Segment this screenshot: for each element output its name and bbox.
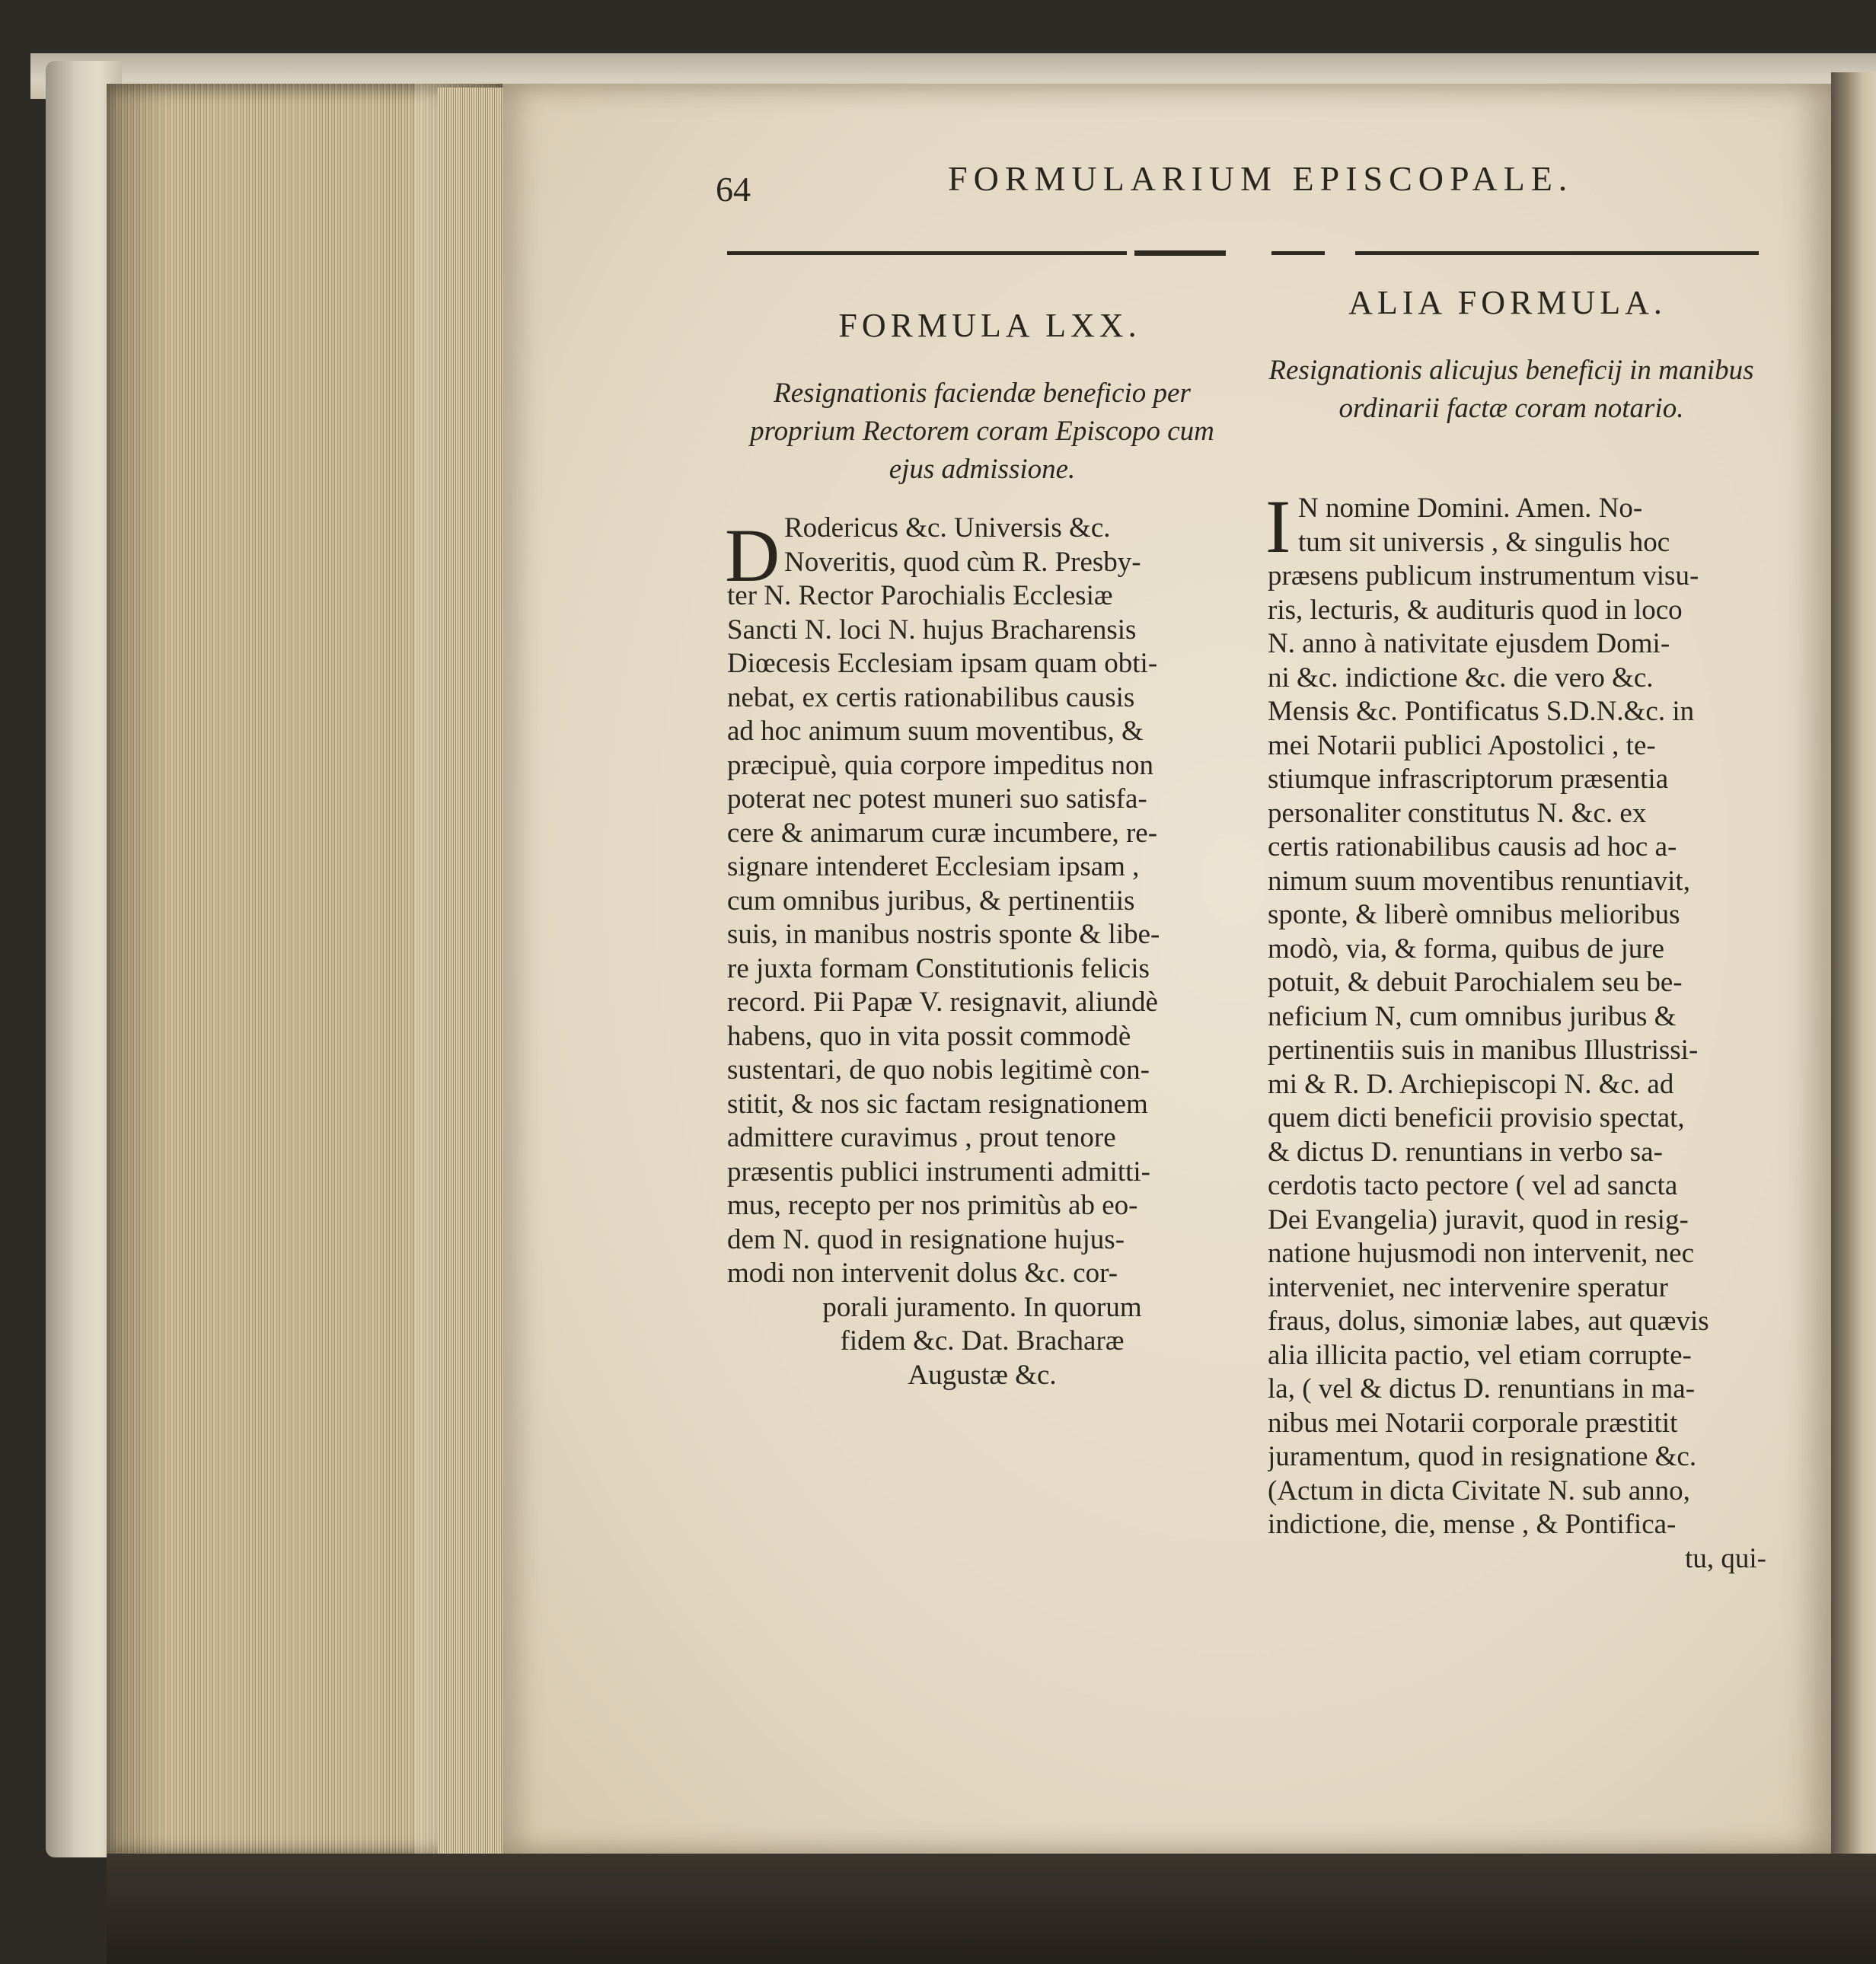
text-line: Augustæ &c.	[908, 1359, 1057, 1391]
text-line: admittere curavimus , prout tenore	[727, 1122, 1116, 1153]
text-line: natione hujusmodi non intervenit, nec	[1268, 1238, 1695, 1269]
rule-left-b	[1134, 250, 1226, 256]
left-drop-cap: D	[725, 513, 780, 598]
rule-right-a	[1271, 251, 1325, 255]
text-line: pertinentiis suis in manibus Illustrissi-	[1268, 1035, 1699, 1066]
text-line: la, ( vel & dictus D. renuntians in ma-	[1268, 1373, 1696, 1404]
text-line: mus, recepto per nos primitùs ab eo-	[727, 1190, 1138, 1221]
text-line: nibus mei Notarii corporale præstitit	[1268, 1407, 1678, 1439]
text-line: sponte, & liberè omnibus melioribus	[1268, 899, 1680, 930]
text-line: stitit, & nos sic factam resignationem	[727, 1088, 1148, 1120]
text-line: ni &c. indictione &c. die vero &c.	[1268, 662, 1654, 693]
text-line: signare intenderet Ecclesiam ipsam ,	[727, 851, 1140, 882]
text-line: ris, lecturis, & audituris quod in loco	[1268, 594, 1683, 626]
text-line: Dei Evangelia) juravit, quod in resig-	[1268, 1204, 1689, 1235]
text-line: stiumque infrascriptorum præsentia	[1268, 764, 1669, 795]
text-line: præsentis publici instrumenti admitti-	[727, 1156, 1150, 1188]
text-line: ad hoc animum suum moventibus, &	[727, 716, 1144, 747]
text-line: dem N. quod in resignatione hujus-	[727, 1223, 1125, 1255]
text-line: fidem &c. Dat. Bracharæ	[840, 1325, 1125, 1357]
text-line: re juxta formam Constitutionis felicis	[727, 952, 1150, 984]
text-line: potuit, & debuit Parochialem seu be-	[1268, 967, 1683, 998]
text-line: quem dicti beneficii provisio spectat,	[1268, 1102, 1685, 1133]
text-line: nebat, ex certis rationabilibus causis	[727, 681, 1135, 713]
text-line: præcipuè, quia corpore impeditus non	[727, 749, 1154, 781]
text-line: alia illicita pactio, vel etiam corrupte-	[1268, 1339, 1692, 1371]
right-column-subtitle: Resignationis alicujus beneficij in manibus ordinarii factæ coram notario.	[1268, 355, 1754, 424]
page-block-shadow	[107, 84, 168, 1857]
text-line: cum omnibus juribus, & pertinentiis	[727, 885, 1135, 917]
book-gutter	[1831, 72, 1876, 1861]
text-line: mi & R. D. Archiepiscopi N. &c. ad	[1268, 1068, 1674, 1100]
bottom-shadow	[107, 1854, 1876, 1964]
text-line: record. Pii Papæ V. resignavit, aliundè	[727, 987, 1158, 1018]
running-head-title: FORMULARIUM EPISCOPALE.	[948, 159, 1574, 198]
text-line: nimum suum moventibus renuntiavit,	[1268, 865, 1690, 897]
text-line: indictione, die, mense , & Pontifica-	[1268, 1509, 1677, 1540]
left-column-body	[727, 512, 1237, 1392]
text-line: fraus, dolus, simoniæ labes, aut quævis	[1268, 1306, 1709, 1337]
right-drop-cap: I	[1265, 484, 1291, 569]
text-line: & dictus D. renuntians in verbo sa-	[1268, 1136, 1663, 1168]
text-line: (Actum in dicta Civitate N. sub anno,	[1268, 1475, 1690, 1506]
text-line: habens, quo in vita possit commodè	[727, 1020, 1131, 1052]
text-line: juramentum, quod in resignatione &c.	[1268, 1441, 1697, 1472]
text-line: Sancti N. loci N. hujus Bracharensis	[727, 614, 1137, 646]
text-line: tum sit universis , & singulis hoc	[1298, 526, 1670, 558]
text-line: neficium N, cum omnibus juribus &	[1268, 1000, 1677, 1032]
rule-right-b	[1355, 251, 1759, 255]
text-line: Rodericus &c. Universis &c.	[784, 512, 1111, 544]
rule-left-a	[727, 251, 1127, 255]
text-line: suis, in manibus nostris sponte & libe-	[727, 919, 1160, 950]
text-line: cerdotis tacto pectore ( vel ad sancta	[1268, 1170, 1678, 1201]
text-line: N nomine Domini. Amen. No-	[1298, 493, 1643, 524]
text-line: porali juramento. In quorum	[822, 1291, 1142, 1323]
text-line: poterat nec potest muneri suo satisfa-	[727, 783, 1147, 815]
text-line: mei Notarii publici Apostolici , te-	[1268, 729, 1656, 761]
page-number: 64	[716, 170, 751, 209]
text-line: modi non intervenit dolus &c. cor-	[727, 1258, 1118, 1289]
page-stack-edge	[438, 88, 502, 1861]
text-line: N. anno à nativitate ejusdem Domi-	[1268, 628, 1670, 659]
text-line: Diœcesis Ecclesiam ipsam quam obti-	[727, 648, 1158, 679]
text-line: sustentari, de quo nobis legitimè con-	[727, 1054, 1150, 1086]
text-line: personaliter constitutus N. &c. ex	[1268, 797, 1647, 829]
text-line: ter N. Rector Parochialis Ecclesiæ	[727, 580, 1113, 611]
text-line: Mensis &c. Pontificatus S.D.N.&c. in	[1268, 696, 1695, 727]
text-line: cere & animarum curæ incumbere, re-	[727, 817, 1158, 849]
text-line: certis rationabilibus causis ad hoc a-	[1268, 831, 1677, 862]
left-column-heading: FORMULA LXX.	[838, 307, 1141, 344]
right-column-body	[1268, 492, 1766, 1576]
text-line: Noveritis, quod cùm R. Presby-	[784, 546, 1141, 578]
right-column-heading: ALIA FORMULA.	[1348, 284, 1667, 321]
text-line: præsens publicum instrumentum visu-	[1268, 560, 1699, 591]
text-line: tu, qui-	[1685, 1542, 1766, 1574]
left-column-subtitle: Resignationis faciendæ beneficio per proprium Rectorem coram Episcopo cum ejus admissione.	[750, 378, 1214, 485]
text-line: modò, via, & forma, quibus de jure	[1268, 933, 1664, 964]
text-line: interveniet, nec intervenire speratur	[1268, 1271, 1668, 1303]
